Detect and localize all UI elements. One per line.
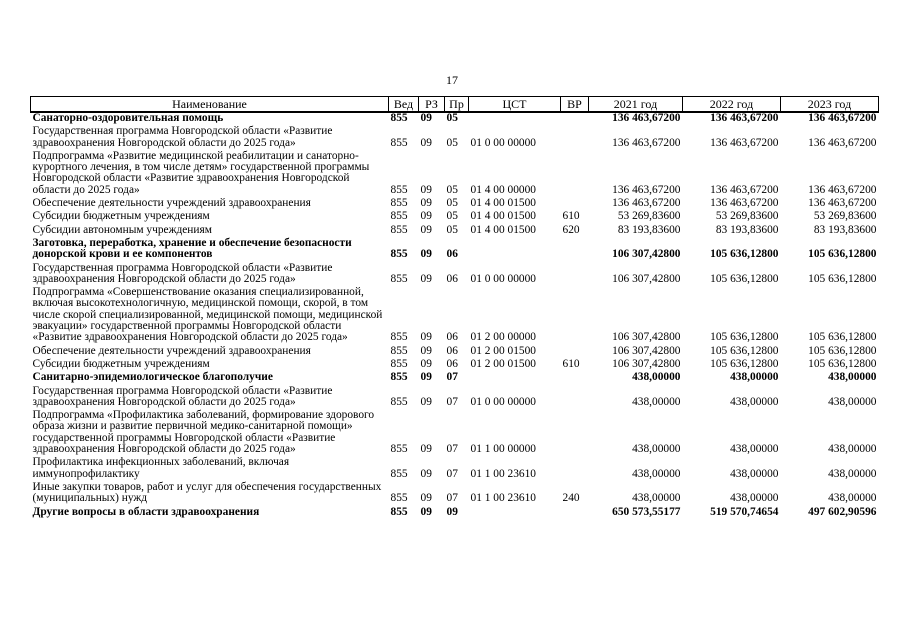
row-rz: 09	[420, 197, 432, 210]
table-row	[31, 196, 879, 209]
row-ved: 855	[390, 112, 408, 124]
row-rz: 09	[420, 183, 432, 196]
row-rz: 09	[420, 210, 432, 223]
row-vr: 610	[562, 357, 580, 370]
row-name: Подпрограмма «Профилактика заболеваний, формирование здорового образа жизни и развитие первичной медико-санитарной помощи» государственной программы Новгородской области «Развитие здравоохранения Новгородской области до 2025 года»	[32, 409, 375, 456]
table-body	[31, 112, 879, 518]
row-name: Обеспечение деятельности учреждений здравоохранения	[32, 344, 311, 357]
row-ved: 855	[390, 272, 408, 285]
row-value-2022: 105 636,12800	[710, 331, 779, 344]
row-rz: 09	[420, 492, 432, 505]
header-rz: РЗ	[419, 97, 445, 113]
row-cst: 01 4 00 01500	[470, 223, 536, 236]
table-row	[31, 261, 879, 286]
row-value-2023: 136 463,67200	[808, 136, 877, 149]
row-value-2021: 136 463,67200	[612, 136, 681, 149]
row-cst: 01 4 00 00000	[470, 183, 536, 196]
row-name: Обеспечение деятельности учреждений здравоохранения	[32, 197, 311, 210]
row-value-2022: 136 463,67200	[710, 183, 779, 196]
header-cst: ЦСТ	[469, 97, 561, 113]
table-row	[31, 124, 879, 149]
row-rz: 09	[420, 248, 432, 261]
table-row	[31, 357, 879, 370]
row-cst: 01 1 00 23610	[470, 492, 536, 505]
header-pr: Пр	[445, 97, 469, 113]
row-pr: 06	[446, 357, 458, 370]
row-value-2021: 650 573,55177	[612, 505, 681, 518]
row-name: Иные закупки товаров, работ и услуг для обеспечения государственных (муниципальных) нужд	[32, 480, 382, 505]
row-value-2022: 519 570,74654	[710, 505, 779, 518]
row-rz: 09	[420, 136, 432, 149]
row-vr	[561, 196, 589, 209]
row-vr: 620	[562, 223, 580, 236]
row-value-2021: 106 307,42800	[612, 272, 681, 285]
row-ved: 855	[390, 371, 408, 384]
header-ved: Вед	[389, 97, 419, 113]
row-value-2023: 53 269,83600	[813, 210, 877, 223]
table-row	[31, 223, 879, 236]
row-value-2023: 438,00000	[828, 443, 877, 456]
row-value-2022: 438,00000	[730, 395, 779, 408]
row-name: Санитарно-эпидемиологическое благополучие	[32, 371, 273, 384]
row-value-2023: 136 463,67200	[808, 197, 877, 210]
row-rz: 09	[420, 371, 432, 384]
row-name: Заготовка, переработка, хранение и обеспечение безопасности донорской крови и ее компонентов	[32, 236, 352, 261]
header-2022: 2022 год	[683, 97, 781, 113]
row-value-2021: 136 463,67200	[612, 197, 681, 210]
row-value-2023: 438,00000	[828, 492, 877, 505]
row-value-2023: 497 602,90596	[808, 505, 877, 518]
row-value-2022: 136 463,67200	[710, 197, 779, 210]
row-name: Государственная программа Новгородской области «Развитие здравоохранения Новгородской области до 2025 года»	[32, 261, 333, 285]
row-cst: 01 0 00 00000	[470, 272, 536, 285]
row-ved: 855	[390, 183, 408, 196]
row-value-2023: 438,00000	[828, 395, 877, 408]
row-pr: 07	[446, 443, 458, 456]
row-name: Государственная программа Новгородской области «Развитие здравоохранения Новгородской области до 2025 года»	[32, 125, 333, 149]
row-pr: 07	[446, 467, 458, 480]
row-value-2021: 438,00000	[632, 371, 681, 384]
table-row	[31, 209, 879, 222]
row-value-2021: 106 307,42800	[612, 344, 681, 357]
row-value-2022: 83 193,83600	[715, 223, 779, 236]
row-pr: 06	[446, 344, 458, 357]
row-ved: 855	[390, 197, 408, 210]
row-name: Подпрограмма «Развитие медицинской реабилитации и санаторно-курортного лечения, в том числе детям» государственной программы Новгородской области «Развитие здравоохранения Новгородской области до 2025 года»	[32, 149, 370, 196]
row-cst	[469, 370, 561, 383]
row-vr	[561, 124, 589, 149]
row-ved: 855	[390, 210, 408, 223]
row-pr: 05	[446, 183, 458, 196]
row-name: Санаторно-оздоровительная помощь	[32, 112, 224, 124]
row-value-2023: 105 636,12800	[808, 344, 877, 357]
table-row	[31, 480, 879, 505]
row-cst: 01 0 00 00000	[470, 395, 536, 408]
row-cst	[469, 236, 561, 261]
row-pr: 05	[446, 197, 458, 210]
row-vr	[561, 455, 589, 480]
row-value-2021: 106 307,42800	[612, 357, 681, 370]
row-rz: 09	[420, 223, 432, 236]
row-ved: 855	[390, 443, 408, 456]
table-header-row	[31, 97, 879, 113]
row-ved: 855	[390, 467, 408, 480]
row-value-2023: 105 636,12800	[808, 331, 877, 344]
row-ved: 855	[390, 248, 408, 261]
row-rz: 09	[420, 331, 432, 344]
row-rz: 09	[420, 112, 432, 124]
table-row	[31, 344, 879, 357]
row-name: Другие вопросы в области здравоохранения	[32, 505, 260, 518]
row-cst: 01 1 00 00000	[470, 443, 536, 456]
row-vr: 610	[562, 210, 580, 223]
row-ved: 855	[390, 357, 408, 370]
row-pr: 06	[446, 331, 458, 344]
row-name: Субсидии бюджетным учреждениям	[32, 210, 210, 223]
row-value-2023: 438,00000	[828, 467, 877, 480]
row-value-2022: 105 636,12800	[710, 272, 779, 285]
row-name: Государственная программа Новгородской области «Развитие здравоохранения Новгородской области до 2025 года»	[32, 384, 333, 408]
row-value-2022: 105 636,12800	[710, 344, 779, 357]
row-pr: 05	[446, 210, 458, 223]
header-name: Наименование	[31, 97, 389, 113]
row-value-2021: 438,00000	[632, 492, 681, 505]
row-vr	[561, 261, 589, 286]
row-ved: 855	[390, 223, 408, 236]
row-name: Профилактика инфекционных заболеваний, включая иммунопрофилактику	[32, 456, 290, 480]
row-cst: 01 0 00 00000	[470, 136, 536, 149]
row-value-2021: 438,00000	[632, 395, 681, 408]
row-value-2021: 106 307,42800	[612, 248, 681, 261]
row-value-2022: 438,00000	[730, 492, 779, 505]
table-row	[31, 285, 879, 343]
row-pr: 05	[446, 223, 458, 236]
row-pr: 09	[446, 505, 458, 518]
row-value-2021: 438,00000	[632, 467, 681, 480]
row-value-2023: 105 636,12800	[808, 272, 877, 285]
row-vr	[561, 285, 589, 343]
table-row	[31, 455, 879, 480]
row-value-2023: 83 193,83600	[813, 223, 877, 236]
row-cst: 01 2 00 00000	[470, 331, 536, 344]
table-row	[31, 505, 879, 518]
row-value-2022: 105 636,12800	[710, 248, 779, 261]
row-value-2023: 136 463,67200	[808, 183, 877, 196]
row-rz: 09	[420, 467, 432, 480]
table-row	[31, 112, 879, 124]
row-vr	[561, 112, 589, 124]
row-pr: 05	[446, 136, 458, 149]
row-ved: 855	[390, 331, 408, 344]
row-cst: 01 4 00 01500	[470, 210, 536, 223]
row-value-2023: 105 636,12800	[808, 357, 877, 370]
row-ved: 855	[390, 505, 408, 518]
row-pr: 07	[446, 371, 458, 384]
row-value-2023: 136 463,67200	[808, 112, 877, 124]
header-2023: 2023 год	[781, 97, 879, 113]
row-vr	[561, 149, 589, 196]
row-value-2023: 105 636,12800	[808, 248, 877, 261]
row-value-2021: 136 463,67200	[612, 112, 681, 124]
row-value-2023: 438,00000	[828, 371, 877, 384]
row-vr	[561, 384, 589, 409]
table-row	[31, 370, 879, 383]
row-value-2022: 136 463,67200	[710, 112, 779, 124]
row-value-2021: 53 269,83600	[617, 210, 681, 223]
table-row	[31, 149, 879, 196]
row-name: Подпрограмма «Совершенствование оказания специализированной, включая высокотехнологичную, медицинской помощи, скорой, в том числе скорой специализированной, медицинской помощи, медицинской эвакуации» государственной программы Новгородской области «Развитие здравоохранения Новгородской области до 2025 года»	[32, 286, 383, 344]
row-rz: 09	[420, 344, 432, 357]
row-vr	[561, 236, 589, 261]
row-vr: 240	[562, 492, 580, 505]
row-ved: 855	[390, 492, 408, 505]
row-value-2021: 136 463,67200	[612, 183, 681, 196]
row-rz: 09	[420, 505, 432, 518]
row-value-2022: 438,00000	[730, 443, 779, 456]
header-vr: ВР	[561, 97, 589, 113]
table-row	[31, 408, 879, 455]
table-row	[31, 384, 879, 409]
row-value-2022: 105 636,12800	[710, 357, 779, 370]
row-ved: 855	[390, 136, 408, 149]
table-row	[31, 236, 879, 261]
row-cst: 01 2 00 01500	[470, 357, 536, 370]
row-pr: 06	[446, 248, 458, 261]
row-name: Субсидии бюджетным учреждениям	[32, 357, 210, 370]
row-pr: 07	[446, 395, 458, 408]
row-cst: 01 2 00 01500	[470, 344, 536, 357]
row-vr	[561, 344, 589, 357]
row-pr: 06	[446, 272, 458, 285]
row-vr	[561, 505, 589, 518]
row-value-2021: 438,00000	[632, 443, 681, 456]
row-vr	[561, 408, 589, 455]
page-number: 17	[446, 73, 458, 87]
row-name: Субсидии автономным учреждениям	[32, 223, 212, 236]
row-cst	[469, 112, 561, 124]
row-cst	[469, 505, 561, 518]
row-vr	[561, 370, 589, 383]
header-2021: 2021 год	[589, 97, 683, 113]
budget-table	[30, 96, 879, 518]
row-rz: 09	[420, 272, 432, 285]
row-ved: 855	[390, 344, 408, 357]
row-value-2021: 106 307,42800	[612, 331, 681, 344]
row-value-2021: 83 193,83600	[617, 223, 681, 236]
row-ved: 855	[390, 395, 408, 408]
row-rz: 09	[420, 357, 432, 370]
row-value-2022: 53 269,83600	[715, 210, 779, 223]
row-rz: 09	[420, 443, 432, 456]
row-value-2022: 438,00000	[730, 371, 779, 384]
row-pr: 07	[446, 492, 458, 505]
row-value-2022: 438,00000	[730, 467, 779, 480]
row-pr: 05	[446, 112, 458, 124]
row-cst: 01 1 00 23610	[470, 467, 536, 480]
row-value-2022: 136 463,67200	[710, 136, 779, 149]
row-cst: 01 4 00 01500	[470, 197, 536, 210]
row-rz: 09	[420, 395, 432, 408]
